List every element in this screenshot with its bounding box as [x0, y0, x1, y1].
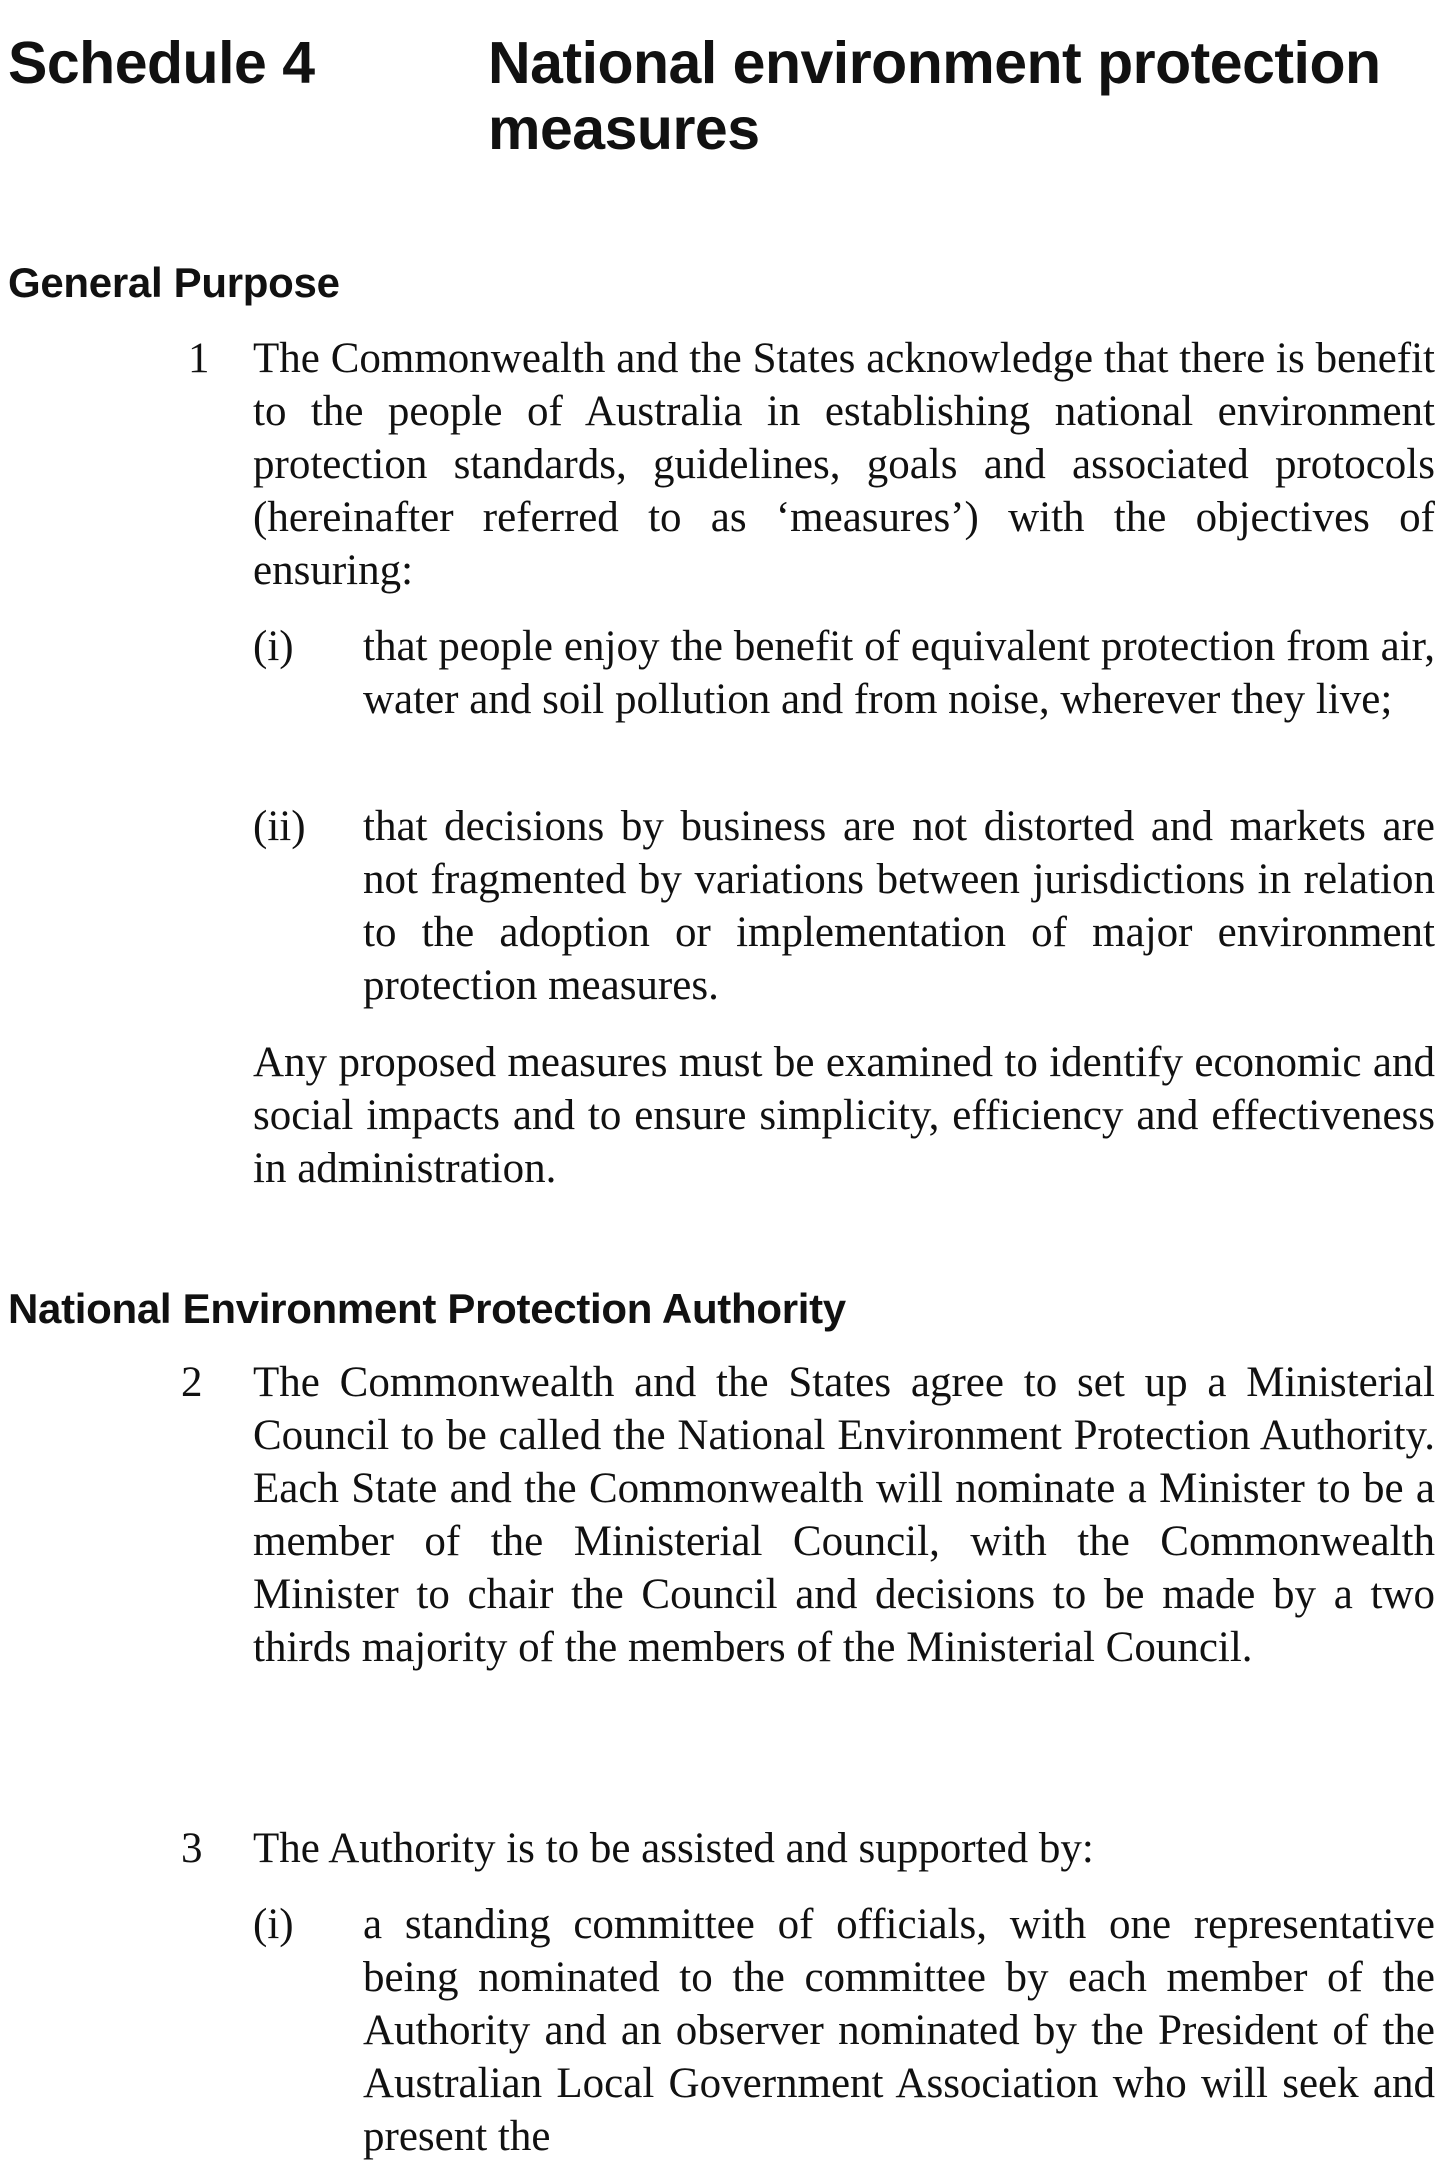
paragraph-1-closing: Any proposed measures must be examined to identify economic and social impacts and to ensure simplicity, efficiency and effectiveness in administration.: [253, 1039, 1435, 1192]
item-1-i-label: (i): [253, 623, 294, 670]
schedule-label: Schedule 4: [8, 30, 315, 96]
item-3-i-text: a standing committee of officials, with one representative being nominated to the committee by each member of the Authority and an observer nominated by the President of the Australian Local Government Association who will seek and present the: [363, 1901, 1435, 2160]
schedule-title: National environment protection measures: [488, 30, 1381, 162]
heading-general-purpose: General Purpose: [8, 259, 340, 306]
item-1-i-text: that people enjoy the benefit of equivalent protection from air, water and soil pollution and from noise, wherever they live;: [363, 623, 1435, 723]
paragraph-1-text: The Commonwealth and the States acknowledge that there is benefit to the people of Australia in establishing national environment protection standards, guidelines, goals and associated protocols (hereinafter referred to as ‘measures’) with the objectives of ensuring:: [253, 335, 1435, 594]
item-3-i-label: (i): [253, 1901, 294, 1948]
paragraph-3-text: The Authority is to be assisted and supported by:: [253, 1825, 1094, 1872]
paragraph-number-2: 2: [181, 1359, 203, 1406]
paragraph-number-3: 3: [181, 1825, 203, 1872]
item-1-ii-text: that decisions by business are not distorted and markets are not fragmented by variations between jurisdictions in relation to the adoption or implementation of major environment protection measures.: [363, 803, 1435, 1009]
heading-authority: National Environment Protection Authority: [8, 1285, 846, 1332]
item-1-ii-label: (ii): [253, 803, 306, 850]
paragraph-number-1: 1: [188, 335, 210, 382]
paragraph-2-text: The Commonwealth and the States agree to set up a Ministerial Council to be called the National Environment Protection Authority. Each State and the Commonwealth will nominate a Minister to be a member of the Ministerial Council, with the Commonwealth Minister to chair the Council and decisions to be made by a two thirds majority of the members of the Ministerial Council.: [253, 1359, 1435, 1671]
